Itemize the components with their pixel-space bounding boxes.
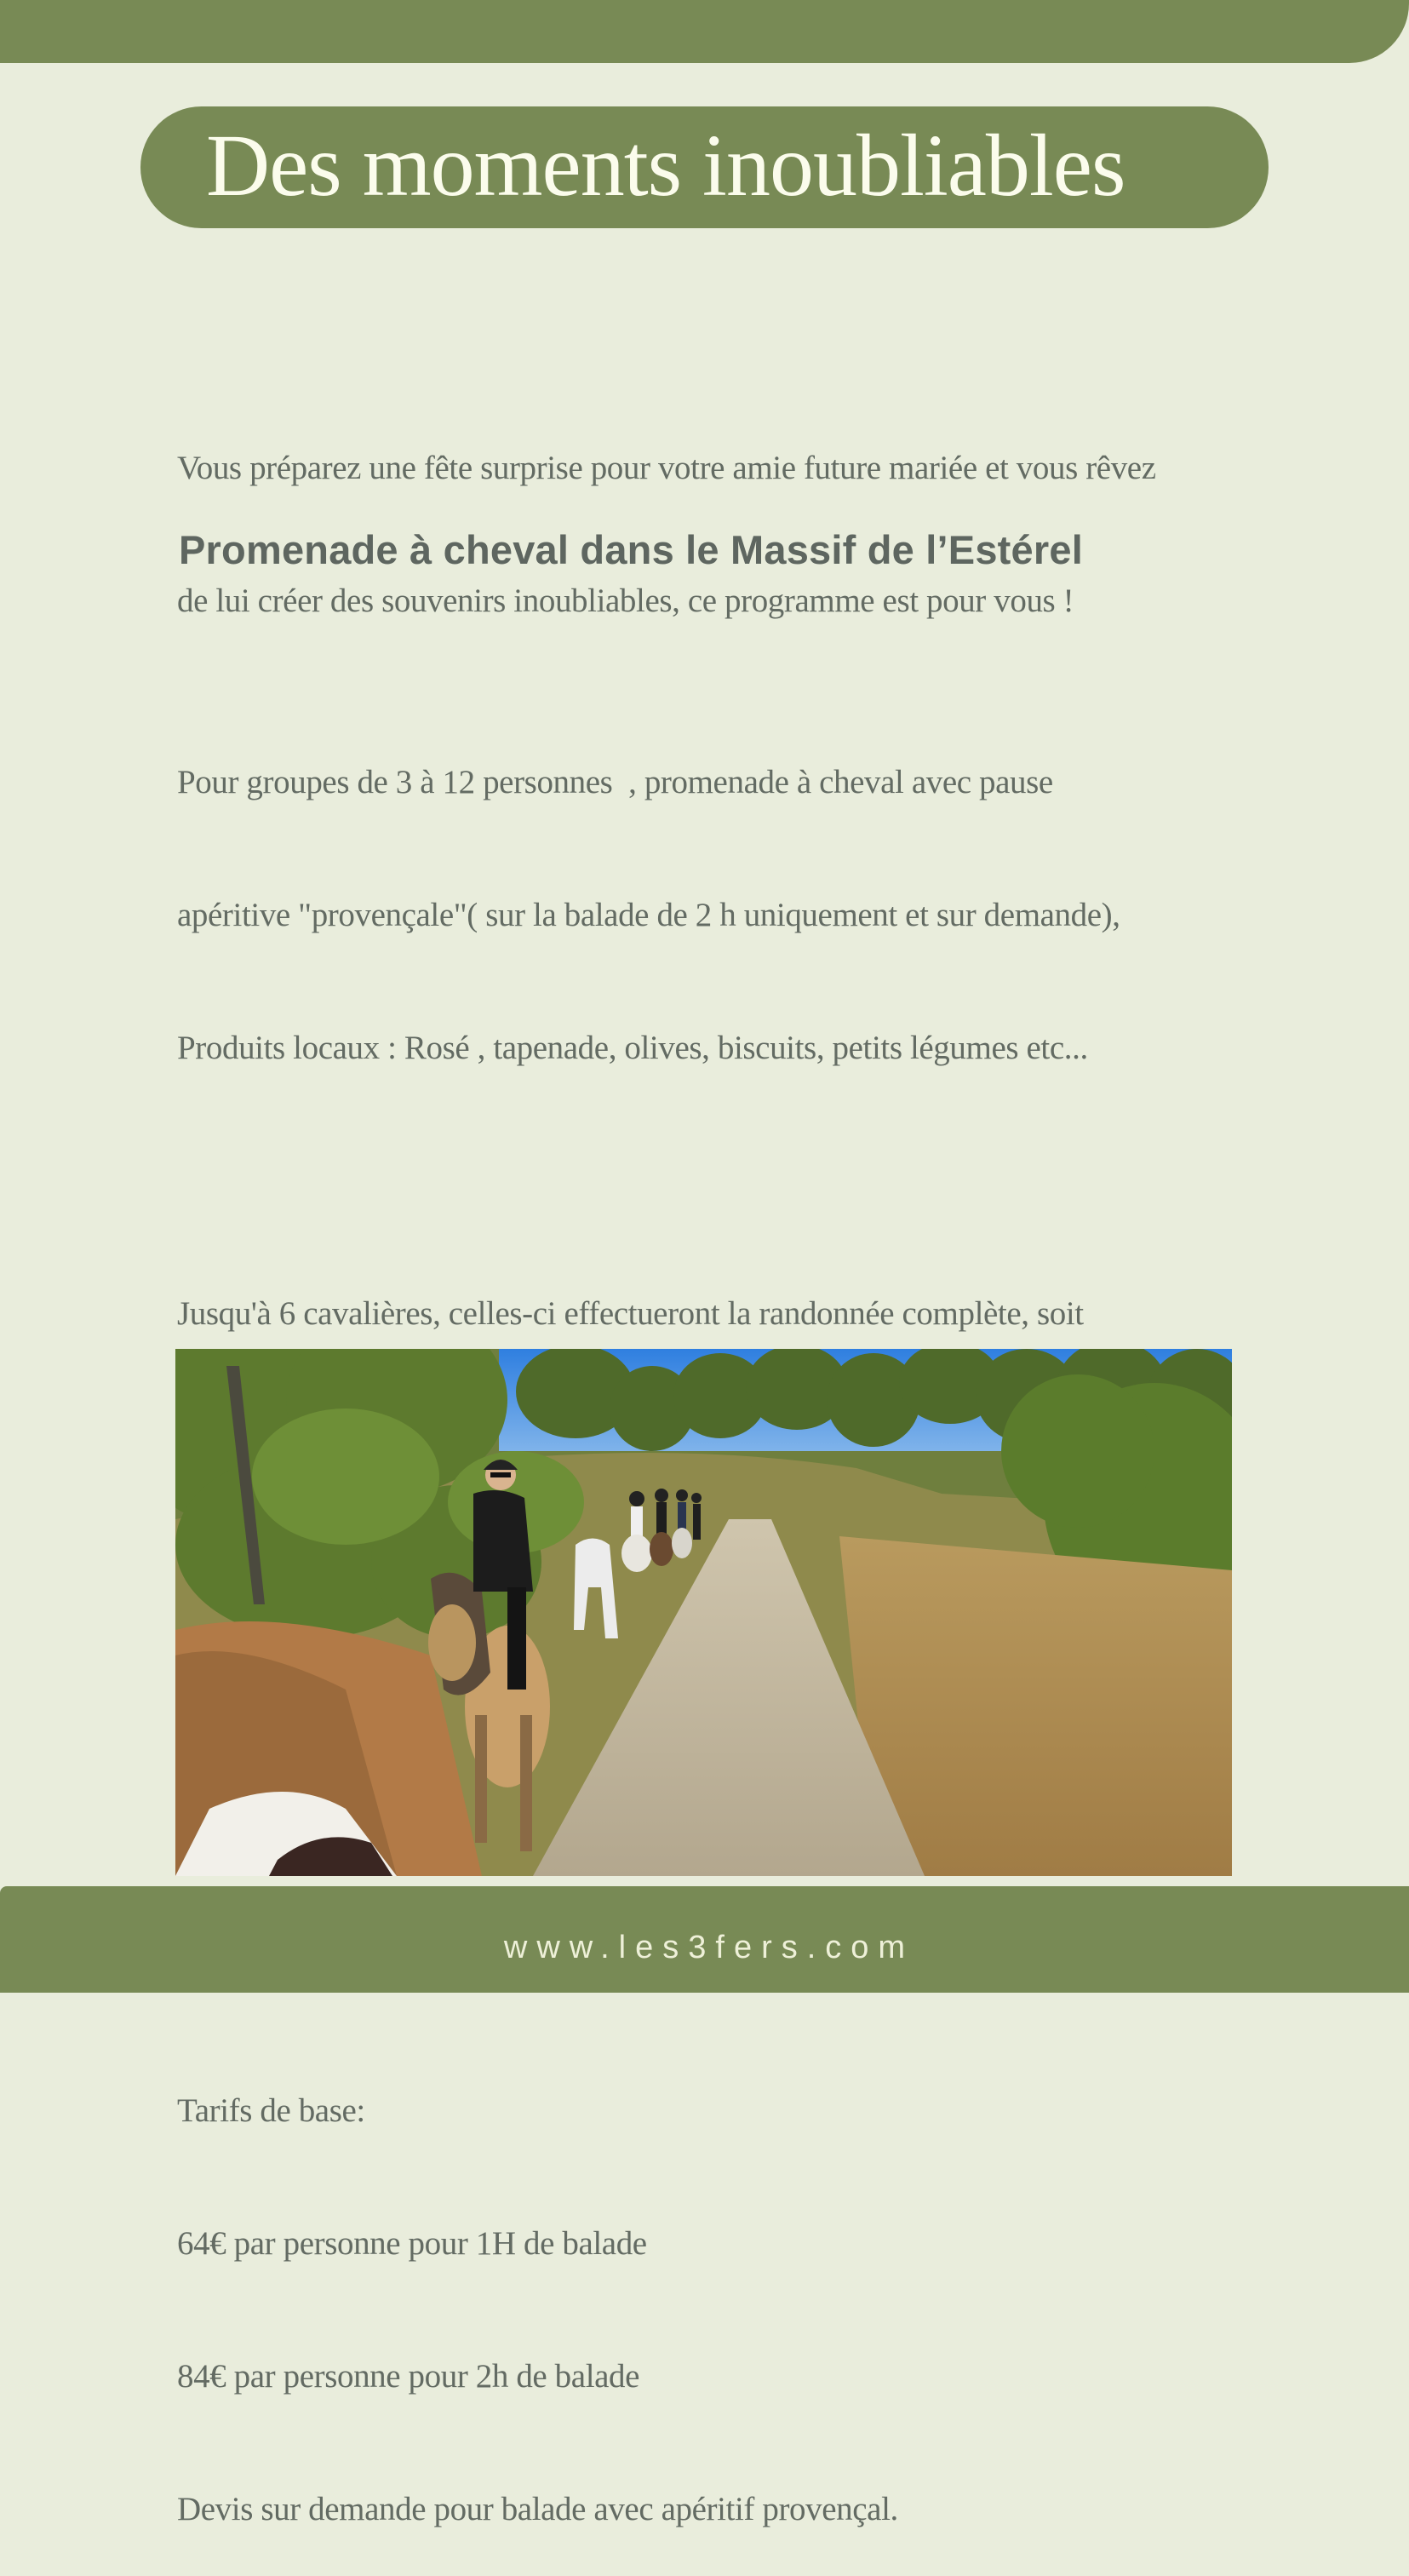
groups-line: Pour groupes de 3 à 12 personnes , promenade à cheval avec pause [177, 764, 1053, 800]
intro-line: de lui créer des souvenirs inoubliables, ce programme est pour vous ! [177, 582, 1074, 619]
top-banner [0, 0, 1409, 63]
groups-line: apéritive "provençale"( sur la balade de 2 h uniquement et sur demande), [177, 897, 1120, 933]
pricing-line: Devis sur demande pour balade avec apéritif provençal. [177, 2491, 898, 2527]
groups-line: Produits locaux : Rosé , tapenade, olives, biscuits, petits légumes etc... [177, 1030, 1088, 1066]
footer-banner [0, 1886, 1409, 1993]
pricing-line: 64€ par personne pour 1H de balade [177, 2225, 647, 2262]
paragraph-gap [177, 1159, 1120, 1203]
page-title: Des moments inoubliables [206, 117, 1125, 215]
pricing-line: 84€ par personne pour 2h de balade [177, 2358, 640, 2395]
photo-illustration [175, 1349, 1232, 1876]
website-link[interactable]: www.les3fers.com [503, 1930, 915, 1965]
intro-line: Vous préparez une fête surprise pour votre amie future mariée et vous rêvez [177, 450, 1156, 486]
pricing-line: Tarifs de base: [177, 2092, 365, 2129]
section-heading: Promenade à cheval dans le Massif de l’Estérel [179, 527, 1083, 572]
intro-paragraph [177, 358, 1156, 668]
title-banner [140, 106, 1269, 228]
horse-ride-photo [175, 1349, 1232, 1876]
riders-line: Jusqu'à 6 cavalières, celles-ci effectueront la randonnée complète, soit [177, 1295, 1084, 1332]
